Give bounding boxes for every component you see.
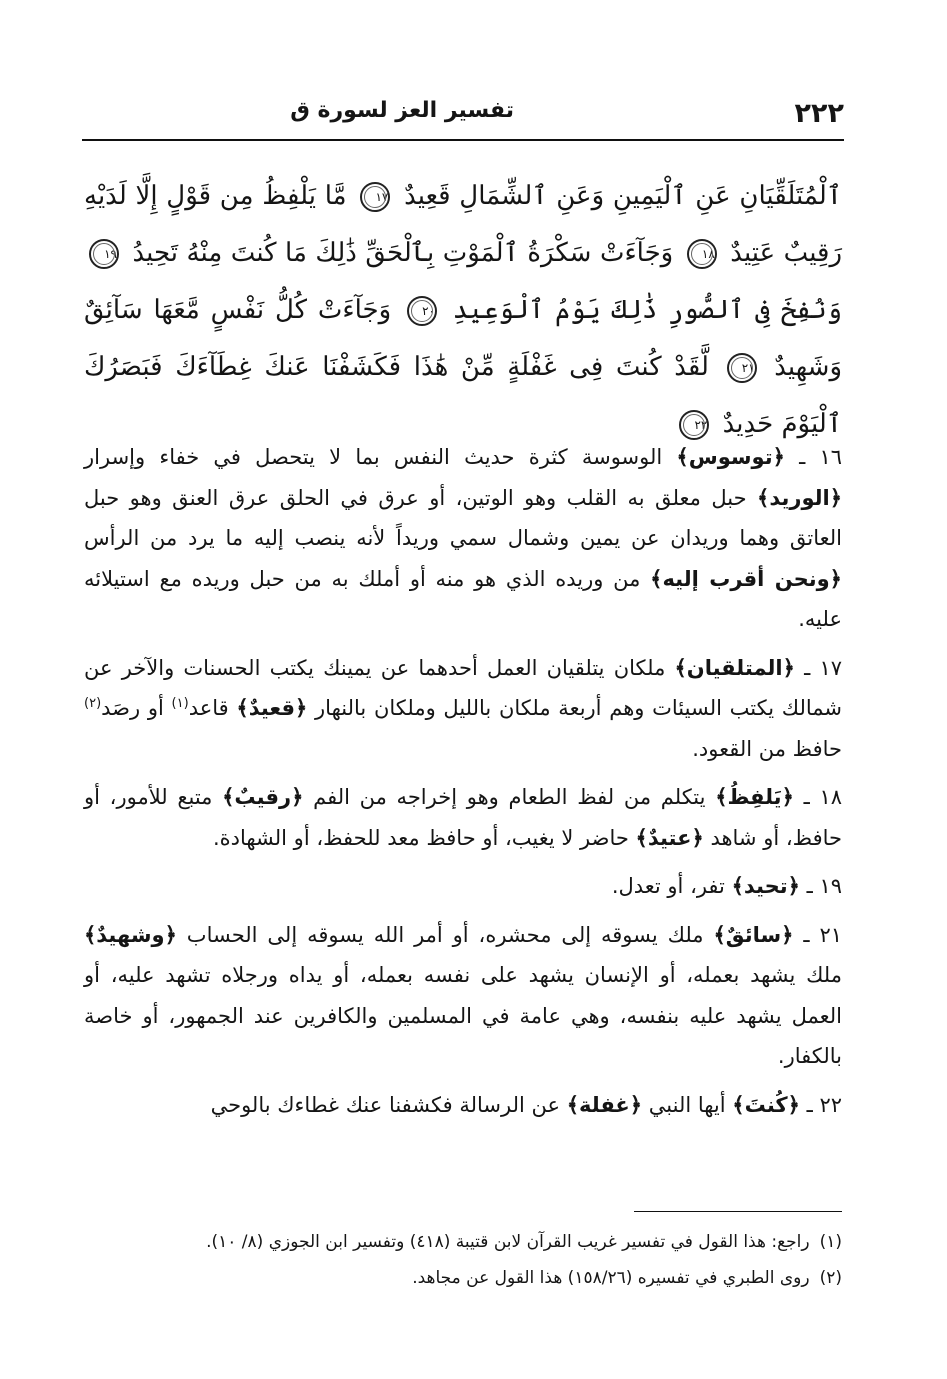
paragraph-number: ١٧ ـ <box>804 655 843 680</box>
verse-text: وَنُفِخَ فِى ٱلصُّورِ ذَٰلِكَ يَوْمُ ٱلْوَعِيدِ <box>452 295 843 325</box>
commentary-text: حاضر لا يغيب، أو حافظ معد للحفظ، أو الشهادة. <box>212 825 636 850</box>
commentary-text: الوسوسة كثرة حديث النفس بما لا يتحصل في خفاء وإسرار <box>84 445 677 469</box>
commentary-text: ملك يسوقه إلى محشره، أو أمر الله يسوقه إلى الحساب <box>176 922 714 947</box>
quoted-term: ﴿الوريد﴾ <box>757 485 842 510</box>
verse-number-marker: ١٨ <box>687 239 717 269</box>
footnote-item <box>84 1260 842 1296</box>
commentary-text: ملكان يتلقيان العمل أحدهما عن يمينك يكتب الحسنات والآخر عن شمالك يكتب السيئات وهم أربعة ملكان بالليل وملكان بالنهار <box>84 655 843 720</box>
commentary-text: حافظ من القعود. <box>692 736 842 761</box>
quoted-term: ﴿توسوس﴾ <box>676 445 785 469</box>
quoted-term: ﴿ونحن أقرب إليه﴾ <box>650 566 842 591</box>
commentary-text: عن الرسالة فكشفنا عنك غطاءك بالوحي <box>210 1092 567 1117</box>
footnote-item <box>84 1224 842 1260</box>
commentary-text: ملك يشهد بعمله، أو الإنسان يشهد على نفسه بعمله، أو يداه ورجلاه تشهد عليه، أو العمل يشهد عليه بنفسه، وهي عامة في المسلمين والكافرين عند الجمهور، أو خاصة بالكفار. <box>84 963 842 1068</box>
paragraph-number: ١٨ ـ <box>803 785 842 809</box>
footnote-text: روى الطبري في تفسيره (١٥٨/٢٦) هذا القول عن مجاهد. <box>412 1268 810 1288</box>
quoted-term: ﴿تحيد﴾ <box>731 874 800 898</box>
quoted-term: ﴿سائقٌ﴾ <box>713 922 794 947</box>
paragraph-number: ٢٢ ـ <box>806 1092 842 1117</box>
commentary-text: يتكلم من لفظ الطعام وهو إخراجه من الفم <box>303 785 716 809</box>
quoted-term: ﴿يَلفِظُ﴾ <box>715 785 794 809</box>
paragraph-number: ٢١ ـ <box>803 922 843 947</box>
commentary-text: حبل معلق به القلب وهو الوتين، أو عرق في الحلق عرق العنق وهو حبل العاتق وهما وريدان عن يمين وشمال سمي وريداً لأنه ينصب إليه ما يرد من الرأس <box>84 485 842 550</box>
footnote-text: راجع: هذا القول في تفسير غريب القرآن لابن قتيبة (٤١٨) وتفسير ابن الجوزي (٨/ ١٠). <box>206 1232 810 1252</box>
paragraph-number: ١٦ ـ <box>799 445 842 469</box>
footnote-reference[interactable]: (١) <box>171 696 189 711</box>
page-number: ٢٢٢ <box>794 98 844 129</box>
commentary-paragraph-18 <box>84 777 842 858</box>
quoted-term: ﴿المتلقيان﴾ <box>674 655 795 680</box>
verse-number-marker: ١٧ <box>360 182 390 212</box>
commentary-paragraph-21 <box>84 915 842 1077</box>
footnote-separator <box>634 1211 842 1212</box>
commentary-block <box>84 437 842 1133</box>
verse-text: لَّقَدْ كُنتَ فِى غَفْلَةٍ مِّنْ هَٰذَا فَكَشَفْنَا عَنكَ غِطَآءَكَ فَبَصَرُكَ ٱلْيَوْمَ حَدِيدٌ <box>84 352 842 439</box>
commentary-text: متبع للأمور، أو حافظ، أو شاهد <box>84 785 842 850</box>
running-title: تفسير العز لسورة ق <box>290 98 514 123</box>
quoted-term: ﴿غفلة﴾ <box>566 1092 643 1117</box>
commentary-paragraph-17 <box>84 648 842 770</box>
commentary-paragraph-16 <box>84 437 842 640</box>
footnote-reference[interactable]: (٢) <box>84 696 102 711</box>
footnote-number: (١) <box>819 1232 842 1252</box>
verse-number-marker: ١٩ <box>89 239 119 269</box>
commentary-text: من وريده الذي هو منه أو أملك به من حبل وريده مع استيلائه عليه. <box>84 566 842 631</box>
quoted-term: ﴿كُنتَ﴾ <box>732 1092 800 1117</box>
commentary-paragraph-19 <box>84 866 842 907</box>
verse-number-marker: ٢١ <box>727 353 757 383</box>
quoted-term: ﴿وشهيدٌ﴾ <box>84 922 177 947</box>
commentary-text: تفر، أو تعدل. <box>611 874 732 898</box>
commentary-text: أيها النبي <box>642 1092 733 1117</box>
header-rule <box>82 139 844 141</box>
page-header <box>82 92 844 136</box>
verse-number-marker: ٢٢ <box>679 410 709 440</box>
footnotes-block <box>84 1224 842 1296</box>
verse-text: ٱلْمُتَلَقِّيَانِ عَنِ ٱلْيَمِينِ وَعَنِ ٱلشِّمَالِ قَعِيدٌ <box>404 181 843 211</box>
verse-text: مَّا يَلْفِظُ مِن قَوْلٍ إِلَّا لَدَيْهِ رَقِيبٌ عَتِيدٌ <box>84 181 843 268</box>
footnote-number: (٢) <box>819 1268 842 1288</box>
paragraph-number: ١٩ ـ <box>806 874 842 898</box>
quran-verses-block <box>84 168 842 453</box>
commentary-paragraph-22 <box>84 1085 842 1126</box>
quoted-term: ﴿عتيدٌ﴾ <box>635 825 704 850</box>
quoted-term: ﴿رقيبٌ﴾ <box>222 785 304 809</box>
verse-text: وَجَآءَتْ سَكْرَةُ ٱلْمَوْتِ بِٱلْحَقِّ ذَٰلِكَ مَا كُنتَ مِنْهُ تَحِيدُ <box>132 238 674 268</box>
commentary-text: قاعد <box>188 696 237 720</box>
quoted-term: ﴿قعيدٌ﴾ <box>236 696 308 720</box>
verse-text: وَجَآءَتْ كُلُّ نَفْسٍ مَّعَهَا سَآئِقٌ وَشَهِيدٌ <box>84 295 843 382</box>
verse-number-marker: ٢٠ <box>407 296 437 326</box>
commentary-text: أو رصَد <box>101 696 172 720</box>
